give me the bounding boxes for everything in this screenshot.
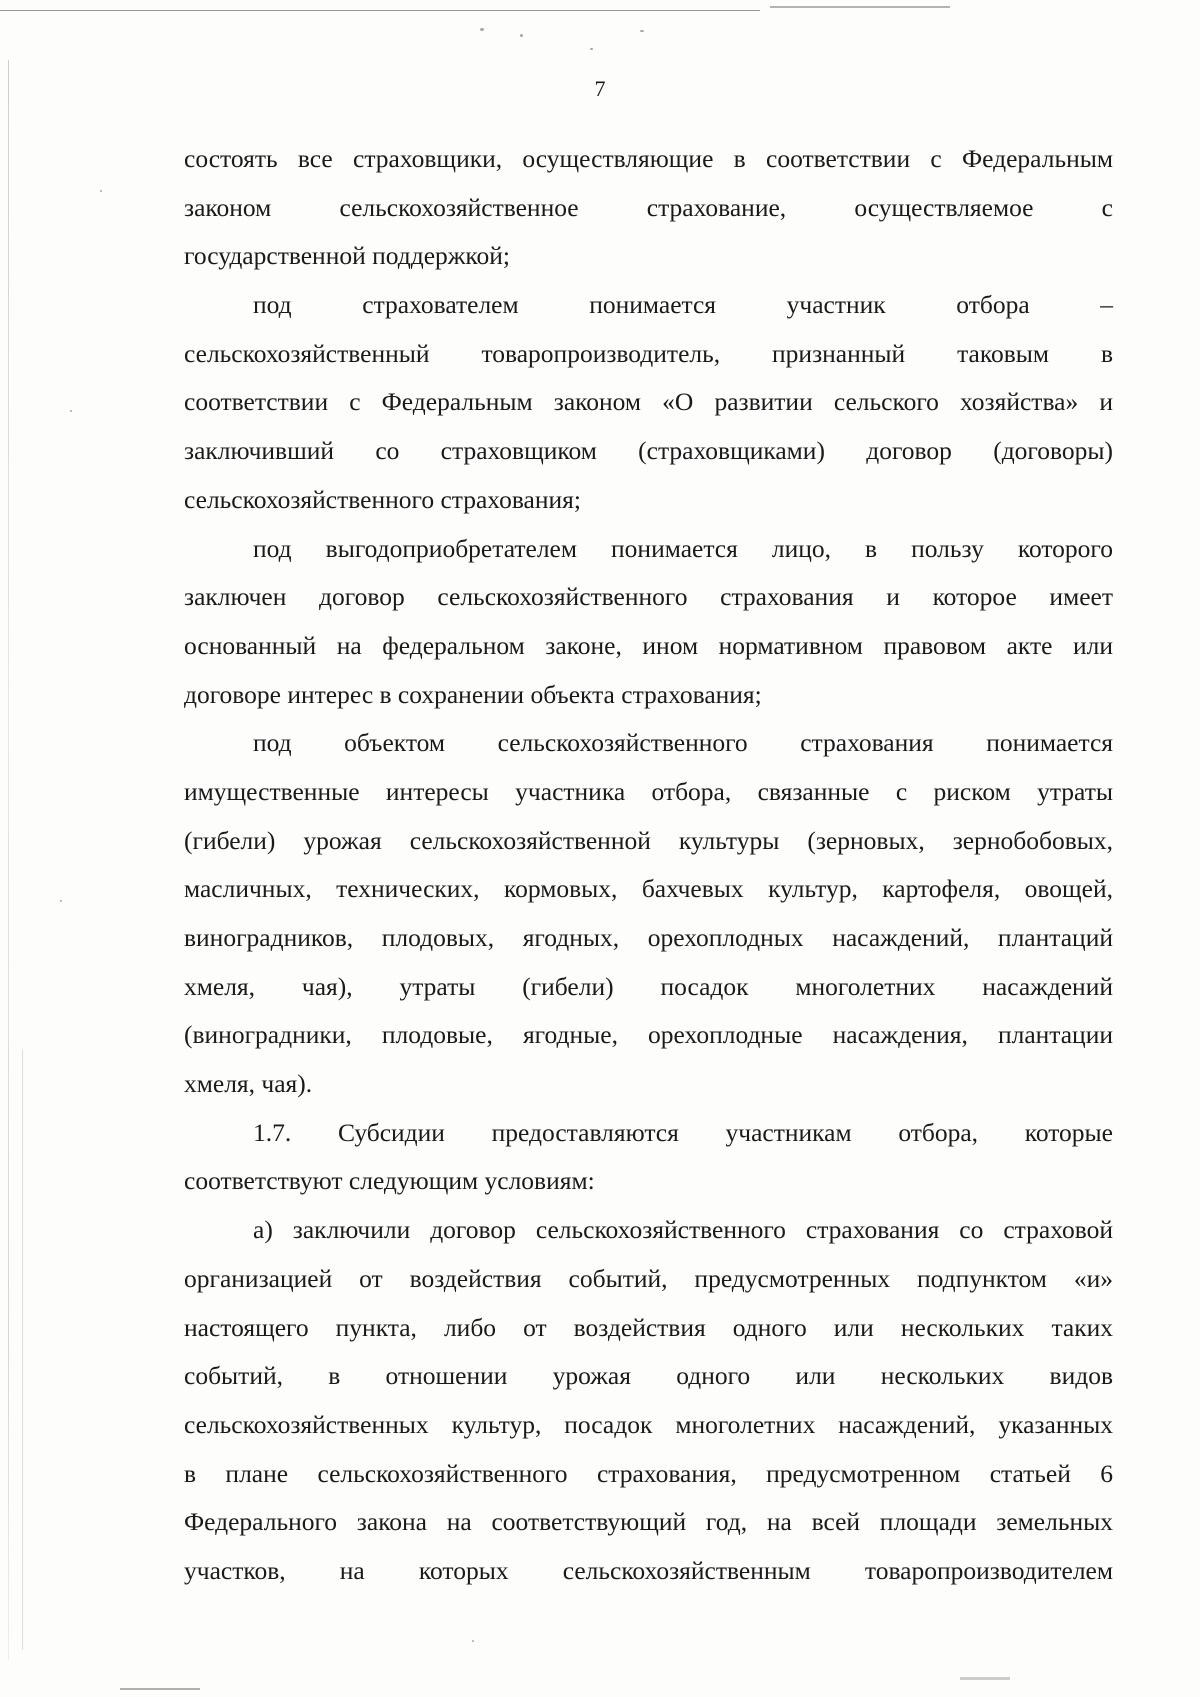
scan-edge-line <box>120 1688 200 1690</box>
text-line: сельскохозяйственный товаропроизводитель, признанный таковым в <box>184 338 1113 368</box>
text-line: сельскохозяйственного страхования; <box>184 484 581 514</box>
text-line: соответствии с Федеральным законом «О развитии сельского хозяйства» и <box>184 387 1113 417</box>
text-line: событий, в отношении урожая одного или нескольких видов <box>184 1361 1113 1391</box>
scan-speck <box>590 48 593 50</box>
text-line: соответствуют следующим условиям: <box>184 1166 595 1196</box>
text-line: под выгодоприобретателем понимается лицо, в пользу которого <box>253 533 1113 563</box>
text-line: заключивший со страховщиком (страховщиками) договор (договоры) <box>184 436 1113 466</box>
scan-speck <box>70 410 72 412</box>
text-line: в плане сельскохозяйственного страхования, предусмотренном статьей 6 <box>184 1458 1113 1488</box>
text-line: имущественные интересы участника отбора, связанные с риском утраты <box>184 776 1113 806</box>
scan-speck <box>640 30 644 32</box>
text-line: виноградников, плодовых, ягодных, орехоплодных насаждений, плантаций <box>184 923 1113 952</box>
text-line: договоре интерес в сохранении объекта страхования; <box>184 679 762 709</box>
text-line: организацией от воздействия событий, предусмотренных подпунктом «и» <box>184 1263 1113 1293</box>
scan-speck <box>100 190 102 192</box>
text-line: масличных, технических, кормовых, бахчевых культур, картофеля, овощей, <box>184 874 1113 904</box>
text-line: а) заключили договор сельскохозяйственного страхования со страховой <box>253 1215 1113 1245</box>
text-line: заключен договор сельскохозяйственного страхования и которое имеет <box>184 582 1113 612</box>
text-line: состоять все страховщики, осуществляющие в соответствии с Федеральным <box>184 144 1113 173</box>
text-line: хмеля, чая). <box>184 1069 313 1099</box>
scan-speck <box>520 34 523 37</box>
scan-edge-line <box>8 60 9 1660</box>
text-line: под страхователем понимается участник отбора – <box>253 290 1113 320</box>
scan-speck <box>480 28 484 31</box>
text-line: настоящего пункта, либо от воздействия одного или нескольких таких <box>184 1312 1113 1342</box>
body-text <box>184 135 1113 1596</box>
text-line: хмеля, чая), утраты (гибели) посадок многолетних насаждений <box>184 971 1113 1001</box>
text-line: (виноградники, плодовые, ягодные, орехоплодные насаждения, плантации <box>184 1020 1113 1050</box>
scan-speck <box>60 900 62 902</box>
scan-edge-line <box>0 10 760 11</box>
text-line: основанный на федеральном законе, ином нормативном правовом акте или <box>184 630 1113 660</box>
text-line: законом сельскохозяйственное страхование, осуществляемое с <box>184 192 1113 222</box>
scan-edge-line <box>770 6 950 8</box>
text-line: государственной поддержкой; <box>184 241 510 271</box>
scan-speck <box>472 1640 474 1642</box>
scan-edge-line <box>960 1677 1010 1680</box>
text-line: сельскохозяйственных культур, посадок многолетних насаждений, указанных <box>184 1409 1113 1439</box>
text-line: под объектом сельскохозяйственного страхования понимается <box>253 728 1113 758</box>
scan-edge-line <box>22 1050 23 1650</box>
text-line: участков, на которых сельскохозяйственным товаропроизводителем <box>184 1555 1113 1585</box>
text-line: (гибели) урожая сельскохозяйственной культуры (зерновых, зернобобовых, <box>184 825 1113 855</box>
text-line: 1.7. Субсидии предоставляются участникам отбора, которые <box>253 1117 1113 1147</box>
page-number: 7 <box>594 76 606 101</box>
text-line: Федерального закона на соответствующий год, на всей площади земельных <box>184 1507 1113 1537</box>
